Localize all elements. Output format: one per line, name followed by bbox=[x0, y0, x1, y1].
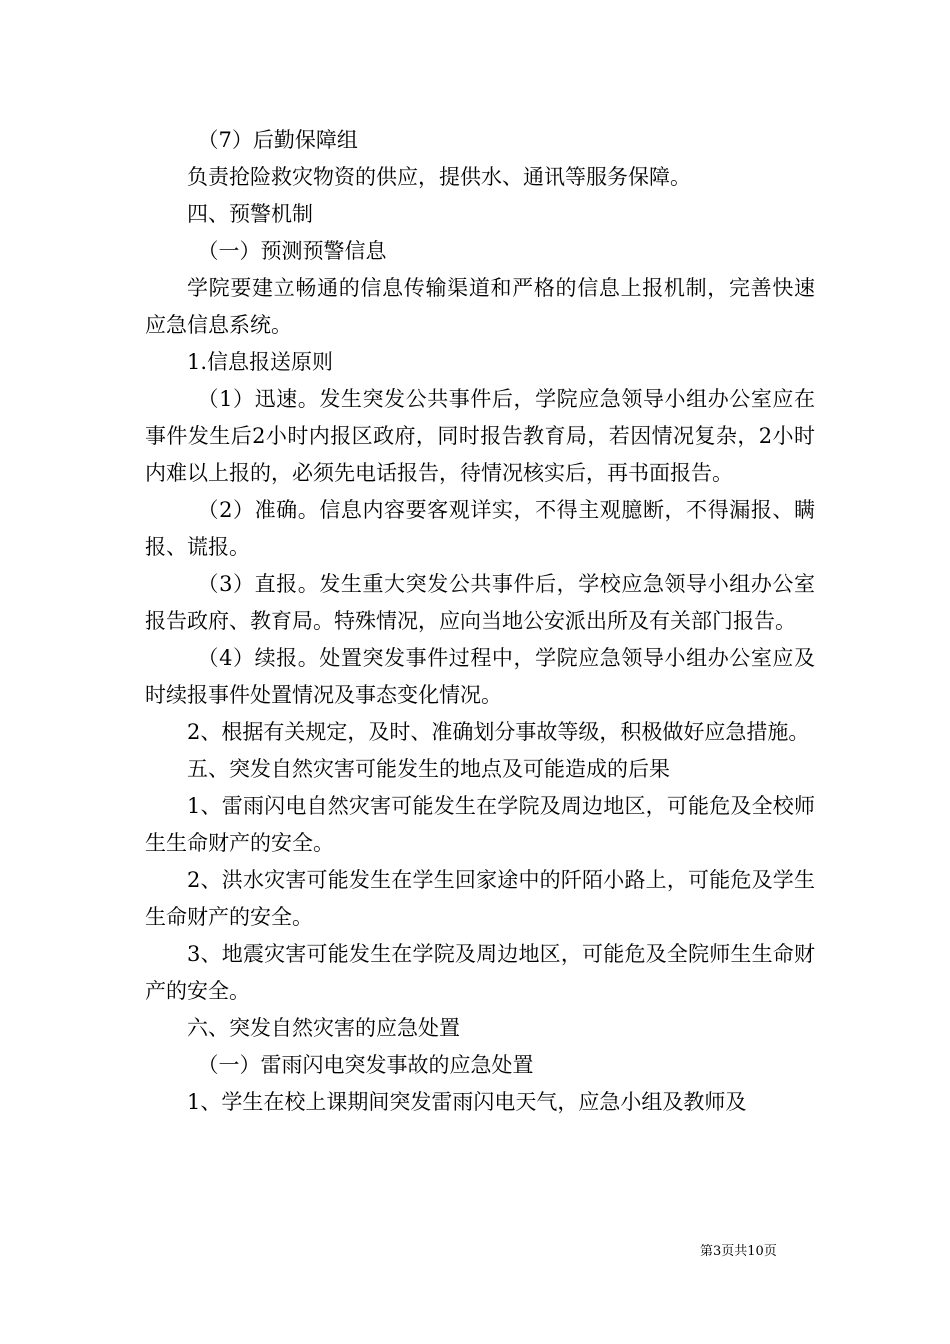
paragraph: 1、雷雨闪电自然灾害可能发生在学院及周边地区，可能危及全校师生生命财产的安全。 bbox=[145, 794, 815, 855]
page-number: 第3页共10页 bbox=[700, 1244, 777, 1259]
subsection-heading-thunderstorm: （一）雷雨闪电突发事故的应急处置 bbox=[197, 1053, 534, 1077]
paragraph: 2、洪水灾害可能发生在学生回家途中的阡陌小路上，可能危及学生生命财产的安全。 bbox=[145, 868, 815, 929]
paragraph: 负责抢险救灾物资的供应，提供水、通讯等服务保障。 bbox=[187, 165, 691, 189]
paragraph: 学院要建立畅通的信息传输渠道和严格的信息上报机制，完善快速应急信息系统。 bbox=[145, 276, 815, 337]
paragraph-direct: （3）直报。发生重大突发公共事件后，学校应急领导小组办公室报告政府、教育局。特殊情况，应向当地公安派出所及有关部门报告。 bbox=[145, 572, 815, 633]
paragraph-accurate: （2）准确。信息内容要客观详实，不得主观臆断，不得漏报、瞒报、谎报。 bbox=[145, 498, 815, 559]
paragraph: 3、地震灾害可能发生在学院及周边地区，可能危及全院师生生命财产的安全。 bbox=[145, 942, 815, 1003]
document-body bbox=[145, 122, 815, 1121]
subsection-heading-forecast: （一）预测预警信息 bbox=[197, 239, 387, 263]
paragraph-follow-up: （4）续报。处置突发事件过程中，学院应急领导小组办公室应及时续报事件处置情况及事态变化情况。 bbox=[145, 646, 815, 707]
paragraph: 1、学生在校上课期间突发雷雨闪电天气，应急小组及教师及 bbox=[187, 1090, 747, 1114]
subsection-heading-reporting-principles: 1.信息报送原则 bbox=[187, 350, 334, 374]
section-heading-early-warning: 四、预警机制 bbox=[187, 202, 313, 226]
section-heading-logistics: （7）后勤保障组 bbox=[197, 128, 358, 152]
paragraph-rapid: （1）迅速。发生突发公共事件后，学院应急领导小组办公室应在事件发生后2小时内报区政府，同时报告教育局，若因情况复杂，2小时内难以上报的，必须先电话报告，待情况核实后，再书面报告。 bbox=[145, 387, 815, 485]
section-heading-disaster-response: 六、突发自然灾害的应急处置 bbox=[187, 1016, 460, 1040]
section-heading-disaster-locations: 五、突发自然灾害可能发生的地点及可能造成的后果 bbox=[187, 757, 670, 781]
paragraph: 2、根据有关规定，及时、准确划分事故等级，积极做好应急措施。 bbox=[187, 720, 810, 744]
